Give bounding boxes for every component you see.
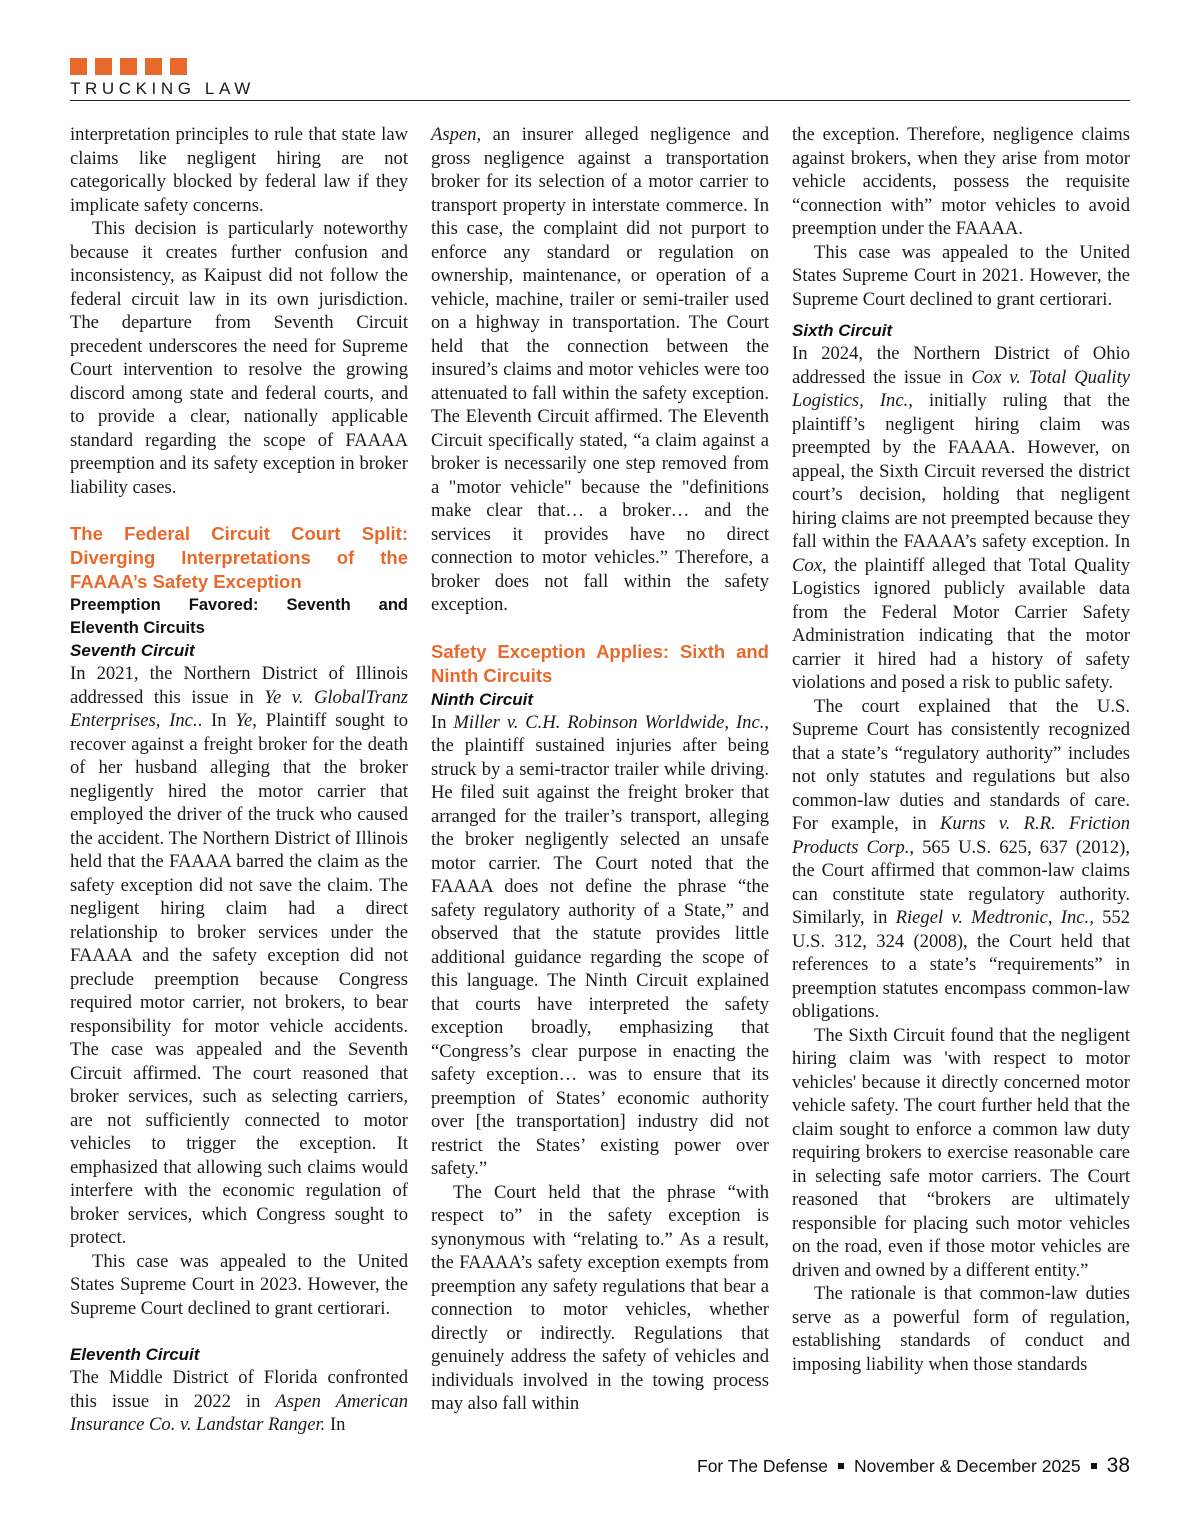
case-name: Aspen American Insurance Co. v. Landstar Ranger. — [70, 1390, 408, 1435]
case-name: Cox v. Total Quality Logistics, Inc., — [792, 366, 1130, 411]
circuit-heading: Seventh Circuit — [70, 641, 195, 660]
header-square — [95, 58, 112, 75]
circuit-heading: Eleventh Circuit — [70, 1345, 200, 1364]
column-1 — [70, 123, 408, 1437]
circuit-heading: Sixth Circuit — [792, 321, 893, 340]
section-title: TRUCKING LAW — [70, 79, 255, 98]
header-square — [170, 58, 187, 75]
paragraph: Aspen, an insurer alleged negligence and gross negligence against a transportation broker for its selection of a motor carrier to transport property in interstate commerce. In this case, the complaint did not purport to enforce any standard or regulation on ownership, maintenance, or operation of a vehicle, machine, trailer or semi-trailer used on a highway in transportation. The Court held that the connection between the insured’s claims and motor vehicles were too attenuated to fall within the safety exception. The Eleventh Circuit affirmed. The Eleventh Circuit specifically stated, “a claim against a broker is necessarily one step removed from a "motor vehicle" because the "definitions make clear that… a broker… and the services it provides have no direct connection to motor vehicles.” Therefore, a broker does not fall within the safety exception. — [431, 124, 769, 615]
header-rule — [70, 100, 1130, 101]
case-name: Ye v. GlobalTranz Enterprises, Inc. — [70, 686, 408, 731]
case-name: Kurns v. R.R. Friction Products Corp., — [792, 813, 1130, 858]
section-heading: The Federal Circuit Court Split: Diverging Interpretations of the FAAAA’s Safety Exception — [70, 523, 408, 592]
paragraph: The rationale is that common-law duties serve as a powerful form of regulation, establishing standards of conduct and imposing liability when those standards — [792, 1283, 1130, 1375]
page-number: 38 — [1106, 1454, 1130, 1477]
section-heading: Safety Exception Applies: Sixth and Ninth Circuits — [431, 640, 769, 686]
paragraph: This decision is particularly noteworthy because it creates further confusion and inconsistency, as Kaipust did not follow the federal circuit law in its own jurisdiction. The departure from Seventh Circuit precedent underscores the need for Supreme Court intervention to resolve the growing discord among state and federal courts, and to provide a clear, nationally applicable standard regarding the scope of FAAAA preemption and its safety exception in broker liability cases. — [70, 218, 408, 498]
case-name: Aspen — [431, 124, 477, 145]
page-header — [70, 58, 1130, 101]
header-squares-decoration — [70, 58, 1130, 75]
column-3 — [792, 123, 1130, 1376]
page-footer — [697, 1454, 1130, 1478]
column-2 — [431, 123, 769, 1416]
paragraph: In Miller v. C.H. Robinson Worldwide, Inc., the plaintiff sustained injuries after being struck by a semi-tractor trailer while driving. He filed suit against the freight broker that arranged for the trailer’s transport, alleging the broker negligently selected an unsafe motor carrier. The Court noted that the FAAAA does not define the phrase “the safety regulatory authority of a State,” and observed that the statute provides little additional guidance regarding the scope of this language. The Ninth Circuit explained that courts have interpreted the safety exception broadly, emphasizing that “Congress’s clear purpose in enacting the safety exception… was to ensure that its preemption of States’ economic authority over [the transportation] industry did not restrict the States’ existing power over safety.” — [431, 711, 770, 1179]
case-name: Cox — [792, 554, 822, 576]
paragraph: This case was appealed to the United States Supreme Court in 2023. However, the Supreme Court declined to grant certiorari. — [70, 1250, 408, 1319]
publication-name: For The Defense — [697, 1455, 828, 1476]
paragraph: The Sixth Circuit found that the negligent hiring claim was 'with respect to motor vehicles' because it directly concerned motor vehicle safety. The court further held that the claim sought to enforce a common law duty requiring brokers to exercise reasonable care in selecting safe motor carriers. The Court reasoned that “brokers are ultimately responsible for placing such motor vehicles on the road, even if those motor vehicles are driven and owned by a different entity.” — [792, 1024, 1130, 1281]
paragraph: The Middle District of Florida confronted this issue in 2022 in Aspen American Insurance Co. v. Landstar Ranger. In — [70, 1367, 408, 1435]
paragraph: The Court held that the phrase “with respect to” in the safety exception is synonymous with “relating to.” As a result, the FAAAA’s safety exception exempts from preemption any safety regulations that bear a connection to motor vehicles, whether directly or indirectly. Regulations that genuinely address the safety of vehicles and individuals involved in the towing process may also fall within — [431, 1181, 769, 1414]
header-square — [145, 58, 162, 75]
subsection-heading: Preemption Favored: Seventh and Eleventh Circuits — [70, 596, 408, 637]
paragraph: interpretation principles to rule that state law claims like negligent hiring are not categorically blocked by federal law if they implicate safety concerns. — [70, 124, 408, 216]
case-name: Riegel v. Medtronic, Inc., — [895, 907, 1094, 928]
bullet-separator — [838, 1463, 844, 1469]
paragraph: the exception. Therefore, negligence claims against brokers, when they arise from motor vehicle accidents, possess the requisite “connection with” motor vehicles to avoid preemption under the FAAAA. — [792, 124, 1130, 239]
case-name: Miller v. C.H. Robinson Worldwide, Inc. — [453, 711, 765, 733]
header-square — [70, 58, 87, 75]
circuit-heading: Ninth Circuit — [431, 689, 533, 709]
bullet-separator — [1091, 1463, 1097, 1469]
case-name: Ye — [235, 710, 253, 731]
issue-date: November & December 2025 — [854, 1455, 1081, 1476]
paragraph: In 2024, the Northern District of Ohio addressed the issue in Cox v. Total Quality Logistics, Inc., initially ruling that the plaintiff’s negligent hiring claim was preempted by the FAAAA. However, on appeal, the Sixth Circuit reversed the district court’s decision, holding that negligent hiring claims are not preempted because they fall within the FAAAA’s safety exception. In Cox, the plaintiff alleged that Total Quality Logistics ignored publicly available data from the Federal Motor Carrier Safety Administration indicating that the motor carrier it hired had a history of safety violations and posed a risk to public safety. — [792, 343, 1130, 693]
paragraph: The court explained that the U.S. Supreme Court has consistently recognized that a state’s “regulatory authority” includes not only statutes and regulations but also common-law duties and standards of care. For example, in Kurns v. R.R. Friction Products Corp., 565 U.S. 625, 637 (2012), the Court affirmed that common-law claims can constitute state regulatory authority. Similarly, in Riegel v. Medtronic, Inc., 552 U.S. 312, 324 (2008), the Court held that references to a state’s “requirements” in preemption statutes encompass common-law obligations. — [792, 695, 1130, 1022]
paragraph: This case was appealed to the United States Supreme Court in 2021. However, the Supreme Court declined to grant certiorari. — [792, 241, 1130, 310]
header-square — [120, 58, 137, 75]
paragraph: In 2021, the Northern District of Illinois addressed this issue in Ye v. GlobalTranz Enterprises, Inc.. In Ye, Plaintiff sought to recover against a freight broker for the death of her husband alleging that the broker negligently hired the motor carrier that employed the driver of the truck who caused the accident. The Northern District of Illinois held that the FAAAA barred the claim as the safety exception did not save the claim. The negligent hiring claim had a direct relationship to broker services under the FAAAA and the safety exception did not preclude preemption because Congress required motor carrier, not brokers, to bear responsibility for motor vehicle accidents. The case was appealed and the Seventh Circuit affirmed. The court reasoned that broker services, such as selecting carriers, are not sufficiently connected to motor vehicles to trigger the exception. It emphasized that allowing such claims would interfere with the economic regulation of broker services, which Congress sought to protect. — [70, 663, 409, 1248]
